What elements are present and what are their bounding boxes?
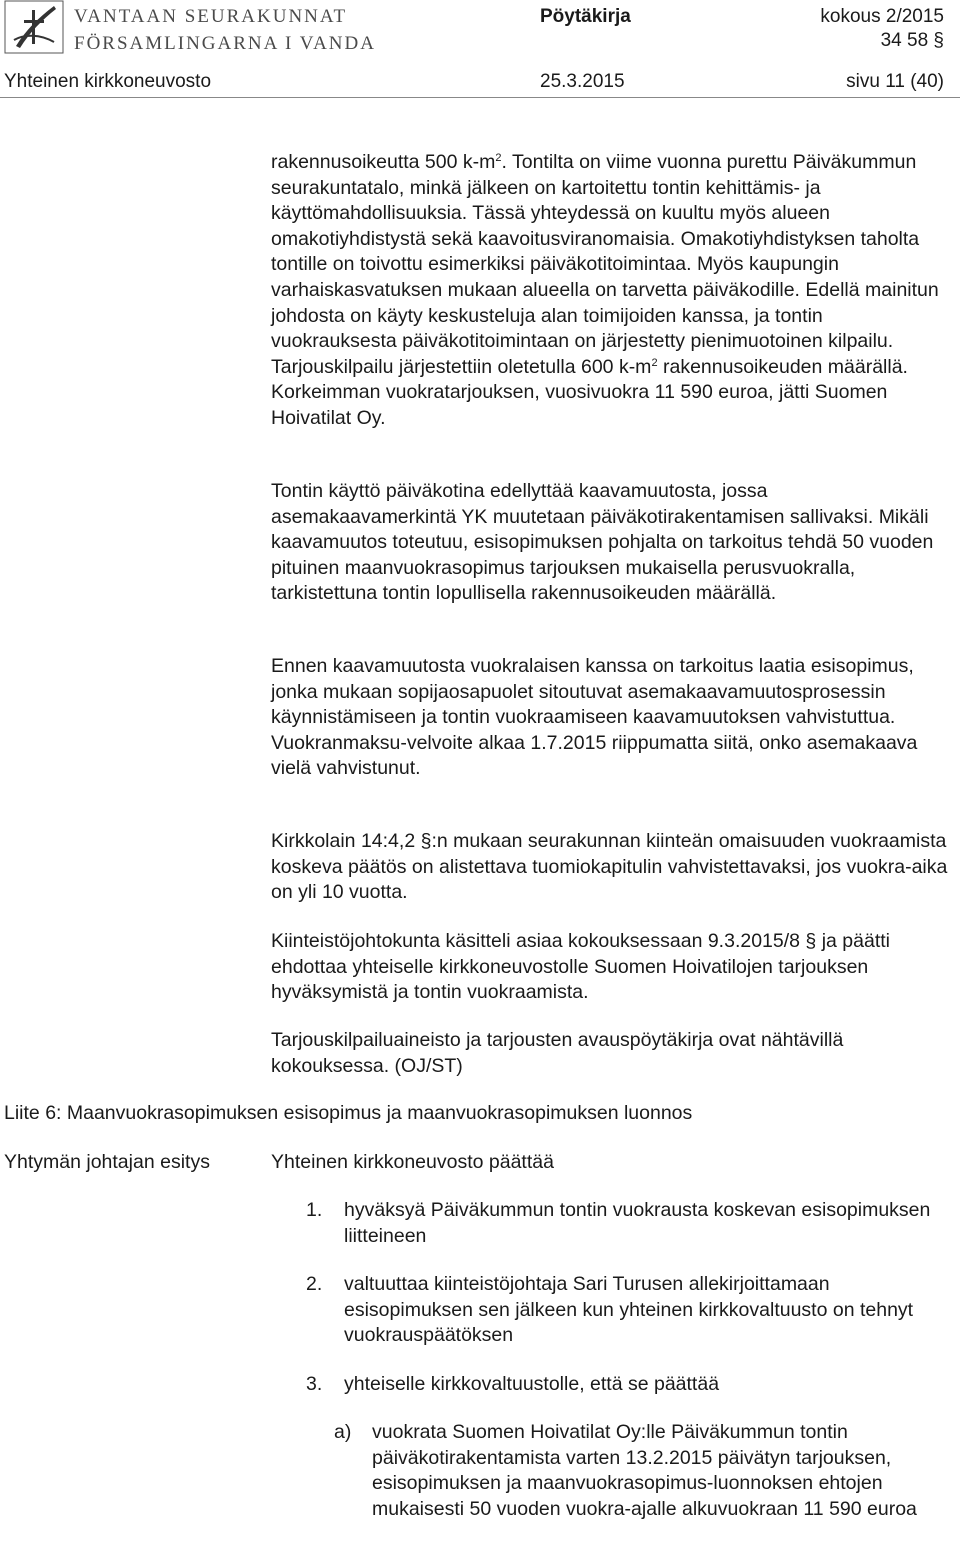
sub-list-item: vuokrata Suomen Hoivatilat Oy:lle Päiväkummun tontin päiväkotirakentamista varten 13.2.2015 päivätyn tarjouksen, esisopimuksen ja maanvuokrasopimus-luonnoksen ehtojen mukaisesti 50 vuoden vuokra-ajalle alkuvuokraan 11 590 euroa [372,1421,917,1520]
paragraph-4-start: Kirkkolain 14:4,2 [271,830,421,852]
list-item-number: 2. [306,1273,323,1295]
list-item: valtuuttaa kiinteistöjohtaja Sari Turusen allekirjoittamaan esisopimuksen sen jälkeen kun yhteinen kirkkovaltuusto on tehnyt vuokrauspäätöksen [344,1273,914,1347]
paragraph-1-end: rakennusoikeuden määrällä. Korkeimman vuokratarjouksen, vuosivuokra 11 590 euroa, jätti Suomen Hoivatilat Oy. [271,355,908,429]
document-type: Pöytäkirja [540,6,631,27]
list-item-number: 1. [306,1199,323,1221]
organization-name-swedish: FÖRSAMLINGARNA I VANDA [74,33,376,54]
section-range-text: 34 58 [880,30,929,51]
proposal-intro: Yhteinen kirkkoneuvosto päättää [271,1151,554,1173]
list-item: yhteiselle kirkkovaltuustolle, että se päättää [344,1373,720,1395]
list-item-number: 3. [306,1373,323,1395]
superscript-2b: 2 [651,356,658,369]
paragraph-6: Tarjouskilpailuaineisto ja tarjousten avauspöytäkirja ovat nähtävillä kokouksessa. (OJ/ST) [271,1029,844,1077]
superscript-2: 2 [495,152,502,164]
paragraph-1 [271,150,951,432]
paragraph-5 [271,929,951,1006]
section-sign: § [933,30,944,51]
list-item: hyväksyä Päiväkummun tontin vuokrausta koskevan esisopimuksen liitteineen [344,1199,931,1247]
header-divider [0,97,960,98]
meeting-date: 25.3.2015 [540,71,625,92]
paragraph-3: Ennen kaavamuutosta vuokralaisen kanssa on tarkoitus laatia esisopimus, jonka mukaan sopijaosapuolet sitoutuvat asemakaavamuutosprosessin käynnistämiseen ja tontin vuokraamiseen kaavamuutoksen vahvistuttua. Vuokranmaksu-velvoite alkaa 1.7.2015 riippumatta siitä, onko asemakaava vielä vahvistunut. [271,655,918,780]
parish-logo [4,0,64,54]
page-info: sivu 11 (40) [846,71,944,92]
section-sign: § [420,830,432,852]
meeting-number: kokous 2/2015 [820,6,944,27]
organization-name-finnish: VANTAAN SEURAKUNNAT [74,6,348,27]
paragraph-4 [271,829,951,906]
section-sign: § [805,930,817,952]
section-range [881,30,944,52]
paragraph-5-start: Kiinteistöjohtokunta käsitteli asiaa kokouksessaan 9.3.2015/8 [271,930,806,952]
attachment-reference: Liite 6: Maanvuokrasopimuksen esisopimus ja maanvuokrasopimuksen luonnos [4,1102,693,1124]
paragraph-1-start: rakennusoikeutta 500 k-m [271,151,496,173]
paragraph-5-end: ja päätti ehdottaa yhteiselle kirkkoneuvostolle Suomen Hoivatilojen tarjouksen hyväksymistä ja tontin vuokraamista. [271,930,890,1004]
paragraph-1-middle: . Tontilta on viime vuonna purettu Päiväkummun seurakuntatalo, minkä jälkeen on kartoitettu tontin kehittämis- ja käyttömahdollisuuksia. Tässä yhteydessä on kuultu myös alueen omakotiyhdistystä sekä kaavoitusviranomaisia. Omakotiyhdistyksen taholta tontille on toivottu esimerkiksi päiväkotitoimintaa. Myös kaupungin varhaiskasvatuksen mukaan alueella on tarvetta päiväkodille. Edellä mainitun johdosta on käyty keskusteluja alan toimijoiden kanssa, ja tontin vuokrauksesta päiväkotitoimintaan on järjestetty pienimuotoinen kilpailu. Tarjouskilpailu järjestettiin oletetulla 600 k-m [271,151,939,378]
paragraph-2: Tontin käyttö päiväkotina edellyttää kaavamuutosta, jossa asemakaavamerkintä YK muutetaan päiväkotirakentamisen sallivaksi. Mikäli kaavamuutos toteutuu, esisopimuksen pohjalta on tarkoitus tehdä 50 vuoden pituinen maanvuokrasopimus tarjouksen mukaisella perusvuokralla, tarkistettuna tontin lopullisella rakennusoikeuden määrällä. [271,480,934,605]
body-name: Yhteinen kirkkoneuvosto [4,71,212,92]
proposal-label: Yhtymän johtajan esitys [4,1151,210,1173]
paragraph-4-end: :n mukaan seurakunnan kiinteän omaisuuden vuokraamista koskeva päätös on alistettava tuomiokapitulin vahvistettavaksi, jos vuokra-aika on yli 10 vuotta. [271,830,948,904]
sub-item-letter: a) [334,1421,352,1443]
